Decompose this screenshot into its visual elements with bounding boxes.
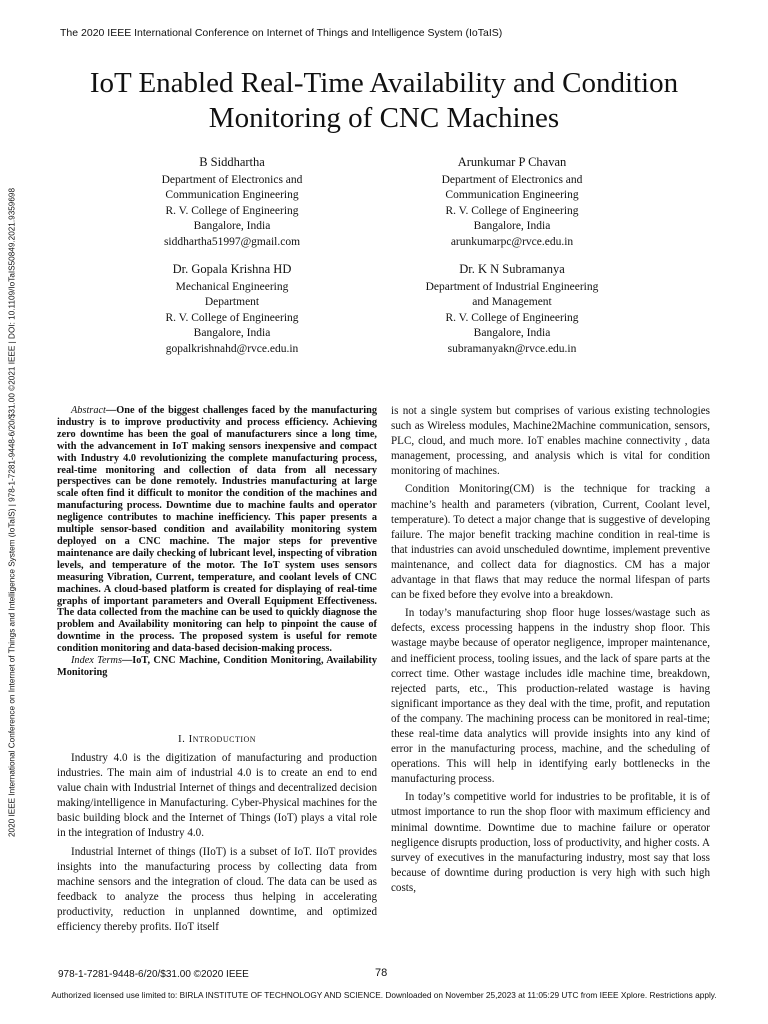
index-terms-label: Index Terms	[71, 655, 122, 667]
left-column-body	[57, 751, 377, 935]
author-block-1	[132, 155, 332, 250]
author-affiliation-line: Bangalore, India	[193, 220, 271, 232]
author-name: Arunkumar P Chavan	[457, 155, 567, 169]
section-title: Introduction	[188, 733, 257, 745]
section-heading	[57, 733, 377, 745]
abstract-label: Abstract	[71, 405, 106, 416]
section-number: I.	[177, 733, 189, 745]
author-affiliation-line: and Management	[472, 296, 552, 308]
abstract	[57, 405, 377, 679]
author-email: subramanyakn@rvce.edu.in	[447, 342, 577, 355]
author-block-4	[392, 262, 632, 357]
paper-title	[40, 66, 728, 136]
author-affiliation-line: Mechanical Engineering	[175, 280, 289, 293]
index-terms	[57, 655, 377, 679]
author-affiliation-line: Department of Electronics and	[161, 173, 303, 186]
body-paragraph: Industrial Internet of things (IIoT) is a subset of IoT. IIoT provides insights into the manufacturing process by collecting data from machine sensors and the integration of cloud. The data can be used as feedback to analyze the process thus helping in accelerating productivity, reduction in unplanned downtime, and optimized efficiency thereby profits. IIoT itself	[57, 845, 377, 934]
author-affiliation-line: R. V. College of Engineering	[445, 204, 579, 217]
author-affiliation-line: Bangalore, India	[193, 327, 271, 339]
index-terms-text: —IoT, CNC Machine, Condition Monitoring, Availability Monitoring	[57, 655, 377, 678]
author-affiliation-line: Bangalore, India	[473, 327, 551, 339]
author-affiliation-line: Department of Industrial Engineering	[425, 280, 599, 293]
title-line-1: IoT Enabled Real-Time Availability and Condition	[89, 67, 679, 99]
page-number: 78	[375, 967, 388, 979]
author-email: gopalkrishnahd@rvce.edu.in	[165, 342, 299, 355]
title-line-2: Monitoring of CNC Machines	[208, 102, 560, 134]
author-name: B Siddhartha	[199, 155, 265, 169]
author-affiliation-line: Department	[204, 296, 260, 308]
abstract-paragraph	[57, 405, 377, 655]
body-paragraph: In today’s competitive world for industries to be profitable, it is of utmost importance to run the shop floor with maximum efficiency and minimal downtime. Downtime due to machine failure or operator negligence disrupts production, loss of productivity, and higher costs. A survey of executives in the manufacturing industry, most say that loss because of downtime during production is very high with such high costs,	[391, 791, 710, 894]
side-citation: 2020 IEEE International Conference on Internet of Things and Intelligence System (IoTaIS) | 978-1-7281-9448-6/20/$31.00 ©2021 IEEE | DOI: 10.1109/IoTaIS50849.2021.9359698	[7, 187, 17, 838]
author-affiliation-line: R. V. College of Engineering	[165, 204, 299, 217]
author-affiliation-line: Communication Engineering	[445, 189, 579, 201]
author-affiliation-line: Department of Electronics and	[441, 173, 583, 186]
author-affiliation-line: R. V. College of Engineering	[165, 311, 299, 324]
author-email: siddhartha51997@gmail.com	[163, 235, 301, 248]
author-affiliation-line: Bangalore, India	[473, 220, 551, 232]
license-notice: Authorized licensed use limited to: BIRLA INSTITUTE OF TECHNOLOGY AND SCIENCE. Downloaded on November 25,2023 at 11:05:29 UTC from IEEE Xplore. Restrictions apply.	[51, 990, 717, 1000]
body-paragraph: Condition Monitoring(CM) is the technique for tracking a machine’s health and parameters (vibration, Current, Coolant level, temperature). To detect a major change that is suggestive of developing failure. The major benefit tracking machine condition in real-time is that industries can avoid unscheduled downtime, implement preventive maintenance, and collect data for diagnostics. CM has a major advantage in that flaws that may reduce the normal lifespan of parts can be fixed before they evolve into a breakdown.	[391, 483, 710, 602]
conference-header: The 2020 IEEE International Conference on Internet of Things and Intelligence System (IoTaIS)	[60, 27, 503, 39]
body-paragraph: Industry 4.0 is the digitization of manufacturing and production industries. The main aim of industrial 4.0 is to create an end to end value chain with Industrial Internet of things and decentralized decision making/intelligence in Manufacturing. Cyber-Physical machines for the basic building block and the Internet of Things (IoT) plays a vital role in the integration of Industry 4.0.	[57, 752, 377, 840]
right-column-body	[391, 404, 710, 896]
footer-isbn: 978-1-7281-9448-6/20/$31.00 ©2020 IEEE	[58, 969, 249, 980]
body-paragraph: In today’s manufacturing shop floor huge losses/wastage such as defects, excess processing happens in the industry shop floor. This wastage maybe because of operator negligence, improper maintenance, and inefficient process, tooling issues, and the lack of spare parts at the correct time. Other wastage includes idle machine time, breakdown, rejected parts, etc., This production-related wastage is having significant importance as they deal with the time, profit, and reputation of the company. The machining process can be monitored in real-time; these real-time data analytics will provide insights into any kind of error in the manufacturing process, machine, and the scheduling of operations. This will help in identifying early bottlenecks in the manufacturing process.	[391, 607, 710, 786]
body-paragraph: is not a single system but comprises of various existing technologies such as Wireless modules, Machine2Machine communication, sensors, PLC, cloud, and much more. IoT enables machine connectivity , data management, processing, and analysis which is vital for condition monitoring of machines.	[391, 405, 710, 478]
author-email: arunkumarpc@rvce.edu.in	[450, 235, 574, 248]
author-block-2	[402, 155, 622, 250]
abstract-text: —One of the biggest challenges faced by the manufacturing industry is to improve productivity and process efficiency. Achieving zero downtime has been the goal of manufacturers since a long time, with the advancement in IoT making sensors inexpensive and compact with Industry 4.0 revolutionizing the complete manufacturing process, real-time monitoring and collection of data from all necessary perspectives can be done remotely. Industries manufacturing at large scale often find it difficult to monitor the condition of the machines and manufacturing process. Downtime due to machine faults and operator negligence contributes to machine inefficiency. This paper presents a multiple sensor-based condition and availability monitoring system deployed on a CNC machine. The major steps for preventive maintenance are daily checking of lubricant level, inspecting of vibration levels, and temperature of the motor. The IoT system uses sensors measuring Vibration, Current, temperature, and coolant levels of CNC machines. A cloud-based platform is created for displaying of real-time graphs of important parameters and Overall Equipment Effectiveness. The data collected from the machine can be used to quickly diagnose the problem and Availability monitoring can help to pinpoint the cause of downtime in the process. The proposed system is useful for remote condition monitoring and data-based decision-making process.	[57, 405, 377, 655]
author-affiliation-line: R. V. College of Engineering	[445, 311, 579, 324]
author-name: Dr. K N Subramanya	[459, 262, 565, 276]
author-block-3	[132, 262, 332, 357]
author-affiliation-line: Communication Engineering	[165, 189, 299, 201]
author-name: Dr. Gopala Krishna HD	[172, 262, 292, 276]
